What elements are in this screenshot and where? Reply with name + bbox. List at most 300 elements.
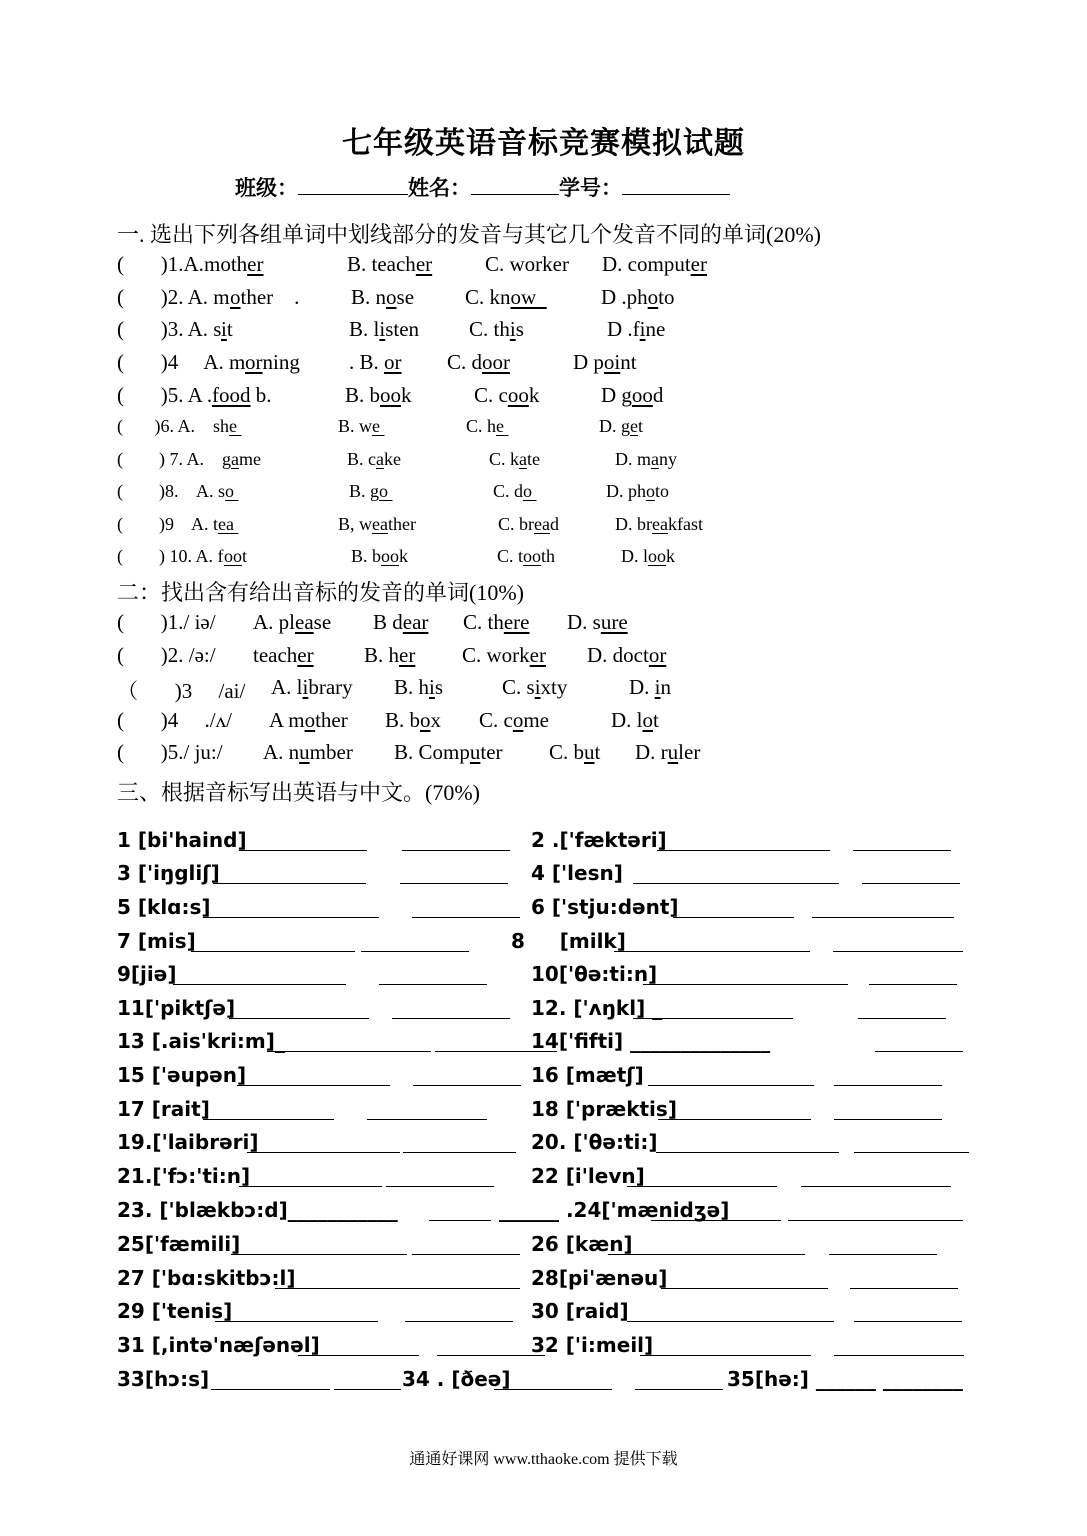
answer-blank[interactable]: [191, 929, 355, 952]
option-c: [469, 317, 524, 342]
option-c-underlined: ere: [503, 610, 530, 634]
option-a-underlined: a: [231, 449, 239, 469]
answer-blank[interactable]: [614, 929, 810, 952]
option-b-underlined: u: [469, 740, 481, 764]
answer-blank[interactable]: [635, 1367, 723, 1390]
answer-blank[interactable]: [812, 895, 954, 918]
option-c-underlined: o: [512, 708, 524, 732]
option-a: [230, 285, 299, 310]
answer-blank[interactable]: [627, 1164, 777, 1187]
answer-blank[interactable]: [658, 1097, 811, 1120]
option-b-text: B. teach: [347, 252, 416, 276]
option-d-underlined: or: [648, 643, 667, 667]
answer-blank[interactable]: [608, 1232, 805, 1255]
option-c: [498, 514, 559, 535]
question-number-text: ( )5. A .: [117, 383, 213, 407]
phonetic-right: ______ .24['mænidʒə]: [499, 1198, 730, 1222]
phonetic-right: 12. ['ʌŋkl] _: [531, 996, 663, 1020]
answer-blank[interactable]: [361, 929, 469, 952]
answer-blank[interactable]: [275, 1266, 418, 1289]
question-number-text: ( ) 7. A.: [117, 449, 204, 469]
option-a-underlined: or: [245, 350, 263, 374]
option-d: [615, 449, 677, 470]
option-d: [573, 350, 637, 375]
option-a: [204, 252, 264, 277]
option-d-underlined: oo: [648, 546, 666, 566]
phonetic-right: 28[pi'ænəu]: [531, 1266, 668, 1290]
option-c-text: C. k: [489, 449, 520, 469]
part2-heading: 二：找出含有给出音标的发音的单词(10%): [117, 580, 524, 605]
answer-blank[interactable]: [412, 1232, 520, 1255]
option-a: [224, 546, 247, 567]
option-a-underlined: i: [221, 317, 227, 341]
phonetic-right: 20. ['θə:ti:]: [531, 1130, 658, 1154]
phonetic-left: 9[jiə]: [117, 962, 177, 986]
answer-blank[interactable]: [429, 1198, 491, 1221]
question-number: [117, 252, 204, 277]
option-c-underlined: oo: [507, 383, 529, 407]
answer-blank[interactable]: [400, 861, 508, 884]
answer-blank[interactable]: [215, 1299, 378, 1322]
option-a-underlined: u: [299, 740, 310, 764]
option-d-text-after: to: [658, 285, 675, 309]
option-d-underlined: o: [642, 708, 653, 732]
answer-blank[interactable]: [213, 861, 366, 884]
phonetic-right: 22 [i'levn]: [531, 1164, 645, 1188]
question-number-text: ( )4 A. m: [117, 350, 246, 374]
option-a-underlined: er: [247, 252, 264, 276]
question-number: [117, 285, 230, 310]
option-b-underlined: i: [429, 675, 435, 699]
option-b-text: B. Comp: [394, 740, 470, 764]
phonetic-right: 34 . [ðeə]: [402, 1367, 511, 1391]
option-d-text-after: d: [652, 383, 664, 407]
option-a: [269, 708, 348, 733]
option-c-text: C. c: [479, 708, 513, 732]
option-b-text-after: ke: [384, 449, 401, 469]
answer-blank[interactable]: [405, 1299, 513, 1322]
option-b-text-after: ther: [388, 514, 416, 534]
question-number: [117, 383, 212, 408]
option-c-text: C. work: [462, 643, 530, 667]
option-d-text: D g: [601, 383, 632, 407]
option-d-underlined: a: [651, 449, 659, 469]
student-info-line: [235, 172, 730, 202]
phonetic-right: 30 [raid]: [531, 1299, 629, 1323]
phonetic-left: 25['fæmili]: [117, 1232, 241, 1256]
option-c-underlined: oor: [482, 350, 511, 374]
answer-blank[interactable]: [334, 1367, 401, 1390]
phonetic-left: 5 [klɑ:s]: [117, 895, 211, 919]
answer-blank[interactable]: [627, 1299, 834, 1322]
answer-blank[interactable]: [402, 828, 510, 851]
option-c-text: C. th: [469, 317, 510, 341]
option-c-text: C. c: [474, 383, 508, 407]
option-b: [349, 481, 393, 502]
page-title: 七年级英语音标竞赛模拟试题: [342, 127, 745, 160]
option-c: [479, 708, 549, 733]
phonetic-right: 4 ['lesn]: [531, 861, 623, 885]
option-c-underlined: u: [584, 740, 595, 764]
option-d-text-after: kfast: [667, 514, 703, 534]
option-b-text: B. c: [347, 449, 376, 469]
option-b-text: B d: [373, 610, 403, 634]
option-b-text-after: k: [399, 546, 409, 566]
option-d: [602, 252, 707, 277]
question-number-text: ( )6. A.: [117, 416, 195, 436]
answer-blank[interactable]: [413, 1063, 521, 1086]
option-c-text-after: k: [528, 383, 540, 407]
option-c: [502, 675, 567, 700]
option-d: [601, 285, 675, 310]
option-a: [263, 740, 353, 765]
option-c-text: C. d: [493, 481, 524, 501]
question-number-text: ( )2. /ə:/: [117, 643, 216, 667]
answer-blank[interactable]: [850, 1266, 958, 1289]
answer-blank[interactable]: [656, 1130, 839, 1153]
option-c-text: C. t: [497, 546, 524, 566]
answer-blank[interactable]: [640, 1333, 811, 1356]
option-d-underlined: ea: [652, 514, 668, 534]
option-d-underlined: o: [647, 285, 659, 309]
option-a-text-after: ther: [315, 708, 348, 732]
answer-blank[interactable]: [648, 1063, 814, 1086]
option-b-underlined: er: [415, 252, 433, 276]
option-c-underlined: e: [496, 416, 509, 436]
answer-blank[interactable]: [657, 828, 830, 851]
option-c-underlined: i: [534, 675, 541, 699]
phonetic-left: 7 [mis]: [117, 929, 196, 953]
option-d: [621, 546, 675, 567]
question-number: [117, 740, 223, 765]
answer-blank[interactable]: [435, 1029, 557, 1052]
option-a-text: A m: [269, 708, 305, 732]
option-b-underlined: a: [376, 449, 384, 469]
question-number: [117, 675, 245, 705]
answer-blank[interactable]: [829, 1232, 937, 1255]
option-a: [204, 449, 261, 470]
option-a-text: A. n: [263, 740, 300, 764]
option-a: [245, 350, 300, 375]
option-c-text-after: me: [523, 708, 549, 732]
name-label: 姓名：: [408, 176, 471, 200]
option-d-underlined: o: [646, 481, 655, 501]
option-a-text-after: t: [226, 317, 233, 341]
phonetic-left: 21.['fɔ:'ti:n]: [117, 1164, 251, 1188]
option-c-underlined: o: [523, 481, 537, 501]
answer-blank[interactable]: [651, 1198, 781, 1221]
option-d-text: D. r: [635, 740, 668, 764]
option-b: [364, 643, 415, 668]
option-a-text: g: [204, 449, 231, 469]
question-number-text: ( )3. A. s: [117, 317, 222, 341]
option-c-underlined: ow: [510, 285, 547, 309]
option-c: [549, 740, 600, 765]
option-a-text: teach: [253, 643, 298, 667]
option-a: [174, 514, 239, 535]
option-a-text-after: se: [313, 610, 332, 634]
answer-blank[interactable]: [869, 962, 957, 985]
answer-blank[interactable]: [386, 1164, 494, 1187]
phonetic-right: 14['fifti] ______________: [531, 1029, 771, 1053]
question-number: [117, 546, 224, 567]
phonetic-left: 33[hɔ:s]: [117, 1367, 210, 1391]
id-blank[interactable]: [622, 176, 730, 195]
option-c: [466, 416, 509, 437]
phonetic-left: 29 ['tenis]: [117, 1299, 233, 1323]
answer-blank[interactable]: [834, 1097, 942, 1120]
option-a-underlined: er: [297, 643, 314, 667]
answer-blank[interactable]: [229, 996, 369, 1019]
answer-blank[interactable]: [633, 861, 839, 884]
question-number: [117, 350, 245, 375]
option-b: [345, 383, 412, 408]
option-d-text-after: ny: [659, 449, 677, 469]
question-number: [117, 643, 216, 668]
option-a-underlined: o: [304, 708, 316, 732]
question-number-text: ( )4 ./ʌ/: [117, 708, 232, 732]
option-c-text: C. s: [502, 675, 535, 699]
option-d: [629, 675, 671, 700]
option-d-text-after: k: [666, 546, 675, 566]
option-c-text-after: xty: [540, 675, 568, 699]
answer-blank[interactable]: [379, 962, 487, 985]
option-a-text-after: me: [239, 449, 261, 469]
question-number: [117, 514, 174, 535]
option-a-text: A. l: [271, 675, 303, 699]
answer-blank[interactable]: [173, 962, 346, 985]
option-c-text: C. kn: [465, 285, 511, 309]
option-d-text-after: ne: [645, 317, 666, 341]
answer-blank[interactable]: [203, 895, 379, 918]
class-blank[interactable]: [298, 176, 408, 195]
option-d-text-after: ler: [678, 740, 701, 764]
answer-blank[interactable]: [203, 1097, 334, 1120]
part3-heading: 三、根据音标写出英语与中文。(70%): [117, 780, 480, 805]
option-d-underlined: ure: [600, 610, 628, 634]
phonetic-right: 10['θə:ti:n]: [531, 962, 658, 986]
option-c: [489, 449, 540, 470]
answer-blank[interactable]: [853, 828, 951, 851]
option-c-text-after: d: [549, 514, 559, 534]
answer-blank[interactable]: [367, 1097, 487, 1120]
option-b-underlined: oo: [380, 383, 402, 407]
option-d-underlined: oi: [603, 350, 621, 374]
option-b-text: B. b: [385, 708, 421, 732]
option-c: [463, 610, 529, 635]
phonetic-left: 17 [rait]: [117, 1097, 210, 1121]
phonetic-left: 23. ['blækbɔ:d]___________: [117, 1198, 398, 1222]
option-d: [607, 317, 665, 342]
answer-blank[interactable]: [854, 1299, 962, 1322]
footer-credit: 通通好课网 www.tthaoke.com 提供下载: [409, 1451, 678, 1468]
question-number: [117, 317, 221, 342]
answer-blank[interactable]: [267, 1029, 431, 1052]
phonetic-right: 18 ['præktis]: [531, 1097, 677, 1121]
option-b: [385, 708, 441, 733]
option-c-text-after: te: [527, 449, 541, 469]
answer-blank[interactable]: [643, 962, 848, 985]
question-number: [117, 481, 179, 502]
option-c-text-after: s: [515, 317, 524, 341]
option-c-underlined: k: [542, 252, 553, 276]
answer-blank[interactable]: [673, 895, 794, 918]
answer-blank[interactable]: [633, 996, 793, 1019]
answer-blank[interactable]: [231, 1232, 407, 1255]
option-a-text: moth: [204, 252, 248, 276]
answer-blank[interactable]: [858, 996, 946, 1019]
option-a-text-after: t: [242, 546, 248, 566]
id-label: 学号：: [559, 176, 622, 200]
option-b: [351, 285, 414, 310]
question-number-text: ( )1.A.: [117, 252, 204, 276]
option-b-text: B. h: [394, 675, 430, 699]
answer-blank[interactable]: [412, 895, 520, 918]
option-d-text: D p: [573, 350, 604, 374]
answer-blank[interactable]: [239, 828, 367, 851]
option-b: [338, 416, 385, 437]
answer-blank[interactable]: [247, 1130, 400, 1153]
option-d-text-after: nt: [620, 350, 637, 374]
name-blank[interactable]: [471, 176, 559, 195]
option-d-text: D. comput: [602, 252, 691, 276]
option-d-text-after: n: [660, 675, 672, 699]
option-b: [338, 514, 416, 535]
option-a-text: sh: [195, 416, 230, 436]
option-b-underlined: er: [399, 643, 416, 667]
phonetic-left: 19.['laibrəri]: [117, 1130, 259, 1154]
answer-blank[interactable]: [801, 1164, 951, 1187]
option-b-underlined: i: [379, 317, 386, 341]
answer-blank[interactable]: [403, 1130, 516, 1153]
phonetic-right: 16 [mætʃ]: [531, 1063, 644, 1087]
option-c-text-after: t: [594, 740, 601, 764]
option-a: [271, 675, 353, 700]
option-d: [567, 610, 628, 635]
question-number-text: ( ) 10. A. f: [117, 546, 224, 566]
option-a-underlined: i: [302, 675, 309, 699]
option-b-text-after: se: [396, 285, 415, 309]
option-c-underlined: oo: [523, 546, 542, 566]
answer-blank[interactable]: [392, 996, 510, 1019]
option-d-text-after: t: [653, 708, 659, 732]
phonetic-right: 6 ['stju:dənt]: [531, 895, 679, 919]
option-d: [601, 383, 663, 408]
option-b-text: B. b: [345, 383, 381, 407]
option-c-text: C. d: [447, 350, 483, 374]
option-b-text: B, w: [338, 514, 373, 534]
answer-blank[interactable]: [833, 929, 963, 952]
answer-blank[interactable]: [412, 1266, 520, 1289]
option-b-underlined: o: [379, 481, 393, 501]
option-d-underlined: er: [690, 252, 707, 276]
phonetic-left: 13 [.ais'kri:m]_: [117, 1029, 285, 1053]
option-b-underlined: or: [384, 350, 402, 374]
answer-blank[interactable]: [211, 1367, 330, 1390]
option-c: [497, 546, 555, 567]
option-b-underlined: ea: [372, 514, 388, 534]
option-a-underlined: ea: [295, 610, 314, 634]
phonetic-right: 26 [kæn]: [531, 1232, 633, 1256]
option-b: [351, 546, 408, 567]
option-a-text-after: mber: [309, 740, 353, 764]
option-a-text: A. pl: [253, 610, 295, 634]
option-a-text-after: brary: [308, 675, 353, 699]
option-a-text: A. t: [174, 514, 219, 534]
option-b-text: B. n: [351, 285, 387, 309]
option-a-text-after: ther .: [240, 285, 300, 309]
option-a: [179, 481, 239, 502]
option-a-text-after: ning: [262, 350, 300, 374]
option-d-text: D. l: [621, 546, 648, 566]
option-a-underlined: o: [225, 481, 239, 501]
option-c: [447, 350, 510, 375]
option-b-text-after: x: [430, 708, 442, 732]
option-c-underlined: ea: [534, 514, 550, 534]
option-b-underlined: o: [420, 708, 431, 732]
option-d: [599, 416, 643, 437]
option-d-underlined: i: [639, 317, 646, 341]
option-d-text: D.: [629, 675, 655, 699]
phonetic-left: 15 ['əupən]: [117, 1063, 247, 1087]
answer-blank[interactable]: [494, 1367, 612, 1390]
option-b: [394, 675, 443, 700]
option-a-underlined: oo: [224, 546, 242, 566]
option-a-underlined: e: [229, 416, 242, 436]
answer-blank[interactable]: [875, 1029, 963, 1052]
option-a: [253, 643, 314, 668]
option-c: [462, 643, 546, 668]
phonetic-right: 2 .['fæktəri]: [531, 828, 667, 852]
question-number-text: ( )9: [117, 514, 174, 534]
option-c-text-after: er: [552, 252, 569, 276]
option-c-text: C. b: [549, 740, 585, 764]
phonetic-right: 32 ['i:meil]: [531, 1333, 654, 1357]
option-b-underlined: e: [372, 416, 385, 436]
answer-blank[interactable]: [862, 861, 960, 884]
phonetic-left: 31 [,intə'næʃənəl]: [117, 1333, 320, 1357]
option-c-underlined: er: [529, 643, 546, 667]
answer-blank[interactable]: [437, 1333, 545, 1356]
option-a: [212, 383, 272, 408]
option-c: [485, 252, 569, 277]
option-b-text: B. w: [338, 416, 373, 436]
option-c: [465, 285, 547, 310]
answer-blank[interactable]: [854, 1130, 969, 1153]
option-a: [195, 416, 242, 437]
class-label: 班级：: [235, 176, 298, 200]
option-b-text: B. b: [351, 546, 382, 566]
option-b: [349, 317, 419, 342]
option-d-underlined: e: [630, 416, 638, 436]
question-number-text: ( )8.: [117, 481, 179, 501]
answer-blank[interactable]: [834, 1333, 964, 1356]
option-d-text: D. br: [615, 514, 652, 534]
option-a: [221, 317, 233, 342]
answer-blank[interactable]: [237, 1063, 390, 1086]
option-a-underlined: ea: [218, 514, 239, 534]
answer-blank[interactable]: [298, 1333, 419, 1356]
answer-blank[interactable]: [239, 1164, 382, 1187]
option-d-underlined: i: [654, 675, 661, 699]
question-number: [117, 708, 232, 733]
option-d: [587, 643, 666, 668]
answer-blank[interactable]: [788, 1198, 963, 1221]
option-a-text: A. s: [179, 481, 226, 501]
option-b-text: B. h: [364, 643, 400, 667]
answer-blank[interactable]: [834, 1063, 942, 1086]
answer-blank[interactable]: [661, 1266, 828, 1289]
